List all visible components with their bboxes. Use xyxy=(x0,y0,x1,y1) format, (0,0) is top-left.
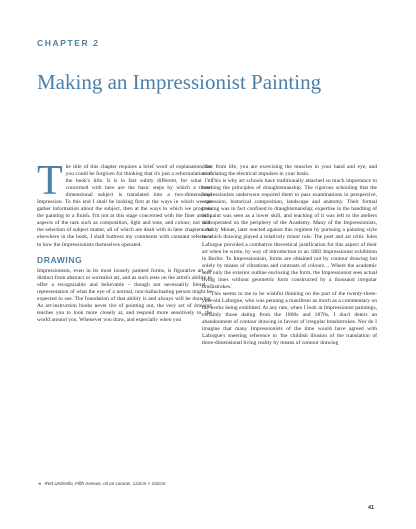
chapter-label: CHAPTER 2 xyxy=(37,38,100,48)
caption-arrow-icon: ◄ xyxy=(37,481,42,486)
page-number: 41 xyxy=(368,505,375,511)
drop-cap: T xyxy=(37,158,63,204)
left-column xyxy=(37,158,212,324)
section-heading-drawing: DRAWING xyxy=(37,254,83,265)
right-column xyxy=(202,164,377,347)
body-paragraph: This is why art schools have traditionally attached so much importance to teaching the principles of draughtsmanship. The rigorous schooling that the Impressionists underwent required them to pass examinations in perspective, expression, historical composition, landscape and anatomy. Their formal training was in fact confined to draughtsmanship; expertise in the handling of oil paint was seen as a lower skill, and teaching of it was left to the ateliers that operated on the periphery of the Academy. Many of the Impressionists, notably Monet, later reacted against this regimen by pursuing a painting style in which drawing played a relatively minor role. The poet and art critic Jules Laforgue provided a combative theoretical justification for this aspect of their art when he wrote, by way of introduction to an 1883 Impressionist exhibition in Berlin: 'In Impressionism, forms are obtained not by contour drawing but solely by means of vibrations and contrasts of colours… Where the academic sees only the exterior outline enclosing the form, the Impressionist sees actual living lines without geometric form constructed by a thousand irregular brushstrokes.' xyxy=(202,178,377,290)
drawing-paragraph: Impressionism, even in its most loosely painted forms, is figurative art, as distinct from abstract or surrealist art, and as such rests on the artist's ability to offer a recognizable and believable – though not necessarily literal – representation of what the eye of a normal, non-hallucinating person might be expected to see. The foundation of that ability is and always will be drawing. As art-instruction books never tire of pointing out, the very act of drawing teaches you to look more closely at, and respond more sensitively to, the world around you. Whenever you draw, and especially when you xyxy=(37,267,212,323)
body-paragraph: draw from life, you are exercising the muscles in your hand and eye, and stimulating the electrical impulses in your brain. xyxy=(202,164,377,178)
intro-paragraph: he title of this chapter requires a brief word of explanation, for you could be forgiven for thinking that it's just a reformulation of the book's title. It is in fact subtly different, for what I'm concerned with here are the basic steps by which a three-dimensional subject is translated into a two-dimensional Impression. To this end I shall be looking first at the ways in which we can gather information about the subject, then at the ways in which we progress the painting to a finish. I'm not at this stage concerned with the finer artistic aspects of the task such as composition, light and tone, and colour; nor with the selection of subject matter, all of which are dealt with in later chapters. As elsewhere in the book, I shall buttress my comments with constant reference to how the Impressionists themselves operated. xyxy=(37,164,212,248)
figure-caption xyxy=(37,481,165,486)
caption-text: Red Umbrella, Fifth Avenue, oil on canvas, 122cm × 102cm xyxy=(44,481,166,486)
page-title: Making an Impressionist Painting xyxy=(37,70,322,94)
body-paragraph: This seems to me to be wishful thinking on the part of the twenty-three-year-old Laforgue, who was penning a manifesto as much as a commentary on the works being exhibited. At any rate, when I look at Impressionist paintings, certainly those dating from the 1860s and 1870s, I don't detect an abandonment of contour drawing in favour of irregular brushstrokes. Nor do I imagine that many Impressionists of the time would have agreed with Laforgue's sneering reference to 'the childish illusion of the translation of three-dimensional living reality by means of contour drawing xyxy=(202,290,377,347)
